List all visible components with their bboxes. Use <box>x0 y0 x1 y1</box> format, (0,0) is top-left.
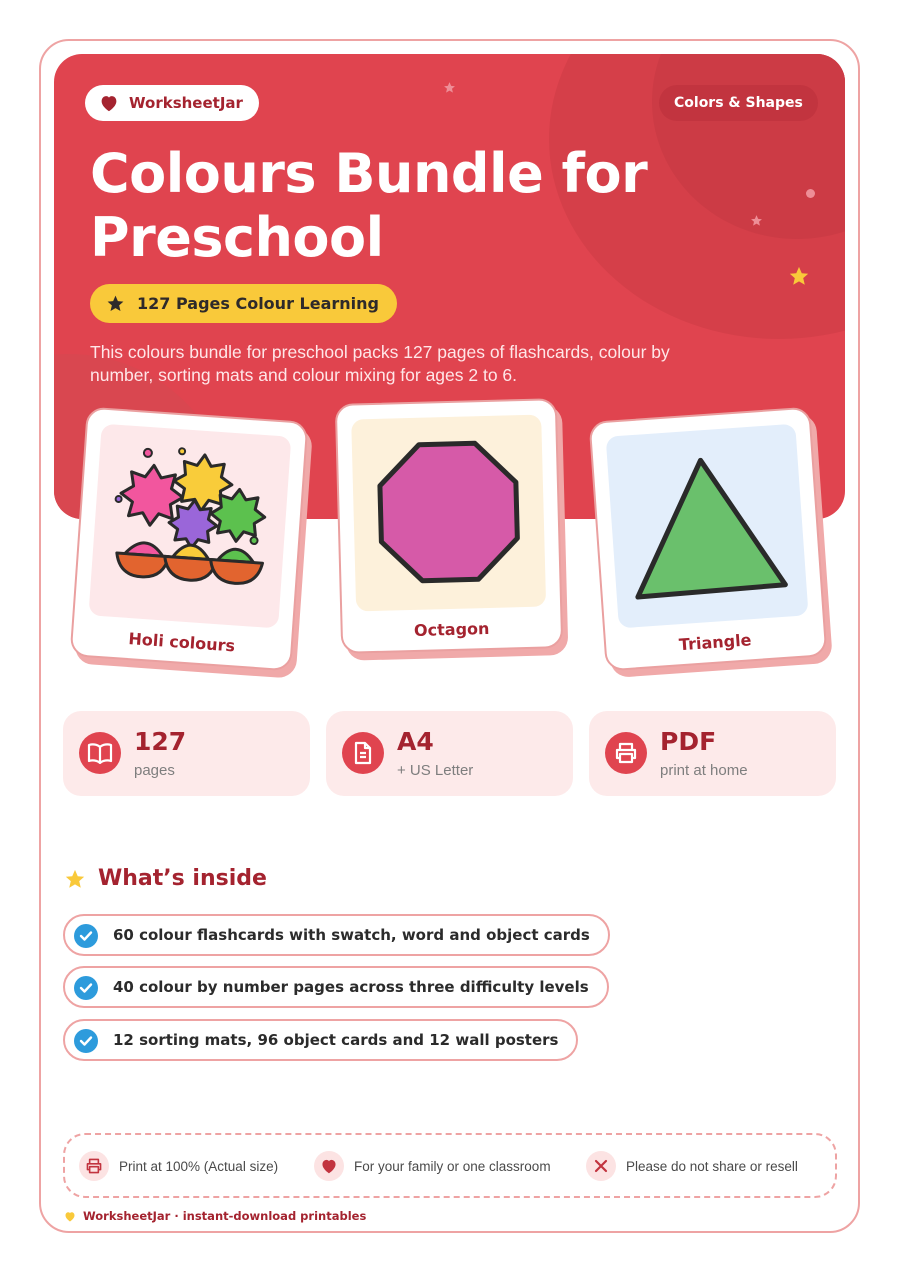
brand-name: WorksheetJar <box>129 94 243 112</box>
card-art <box>606 424 809 629</box>
note-text: Please do not share or resell <box>626 1158 798 1174</box>
document-icon <box>342 732 384 774</box>
sparkle-star-icon <box>443 81 456 94</box>
note-text: For your family or one classroom <box>354 1158 551 1174</box>
heart-icon <box>64 1211 76 1222</box>
card-art <box>88 424 291 629</box>
cross-icon <box>586 1151 616 1181</box>
footer <box>64 1209 366 1223</box>
card-label: Holi colours <box>127 629 236 656</box>
holi-powder-icon <box>100 440 281 611</box>
stat-pages <box>63 711 310 796</box>
note-no-share <box>586 1151 798 1181</box>
section-heading <box>64 866 267 891</box>
feature-item <box>63 914 610 956</box>
flashcard-octagon <box>335 398 563 654</box>
star-icon <box>64 868 86 890</box>
pages-badge <box>90 284 397 323</box>
sparkle-star-icon <box>788 265 810 287</box>
note-license <box>314 1151 551 1181</box>
check-icon <box>74 976 98 1000</box>
stat-paper-size <box>326 711 573 796</box>
printer-icon <box>605 732 647 774</box>
card-label: Octagon <box>413 618 490 640</box>
stat-label: print at home <box>660 762 748 779</box>
check-icon <box>74 1029 98 1053</box>
description: This colours bundle for preschool packs 127 pages of flashcards, colour by number, sorting mats and colour mixing for ages 2 to 6. <box>90 342 670 385</box>
card-art <box>351 415 546 612</box>
stat-label: pages <box>134 762 175 779</box>
triangle-icon <box>622 448 792 604</box>
stat-value: A4 <box>397 727 434 756</box>
feature-text: 12 sorting mats, 96 object cards and 12 wall posters <box>113 1031 559 1049</box>
stat-value: 127 <box>134 727 187 756</box>
page-title: Colours Bundle for Preschool <box>90 142 648 269</box>
card-label: Triangle <box>678 630 753 655</box>
flashcard-holi-colours <box>70 407 309 672</box>
footer-text: WorksheetJar · instant-download printables <box>83 1209 367 1223</box>
printer-icon <box>79 1151 109 1181</box>
feature-item <box>63 1019 578 1061</box>
note-text: Print at 100% (Actual size) <box>119 1158 279 1174</box>
section-heading-label: What’s inside <box>98 866 267 891</box>
check-icon <box>74 924 98 948</box>
book-icon <box>79 732 121 774</box>
octagon-icon <box>372 436 526 590</box>
note-print <box>79 1151 278 1181</box>
category-label: Colors & Shapes <box>674 95 803 111</box>
star-icon <box>106 294 125 313</box>
stat-value: PDF <box>660 727 717 756</box>
heart-icon <box>99 94 119 112</box>
sparkle-dot-icon <box>806 189 815 198</box>
flashcard-triangle <box>589 407 828 672</box>
stat-label: + US Letter <box>397 762 474 779</box>
feature-item <box>63 966 609 1008</box>
brand-badge <box>85 85 259 121</box>
heart-icon <box>314 1151 344 1181</box>
category-badge <box>659 85 818 121</box>
stat-format <box>589 711 836 796</box>
feature-text: 60 colour flashcards with swatch, word and object cards <box>113 926 590 944</box>
feature-text: 40 colour by number pages across three difficulty levels <box>113 978 589 996</box>
pages-badge-label: 127 Pages Colour Learning <box>137 294 379 313</box>
sparkle-star-icon <box>750 214 763 227</box>
